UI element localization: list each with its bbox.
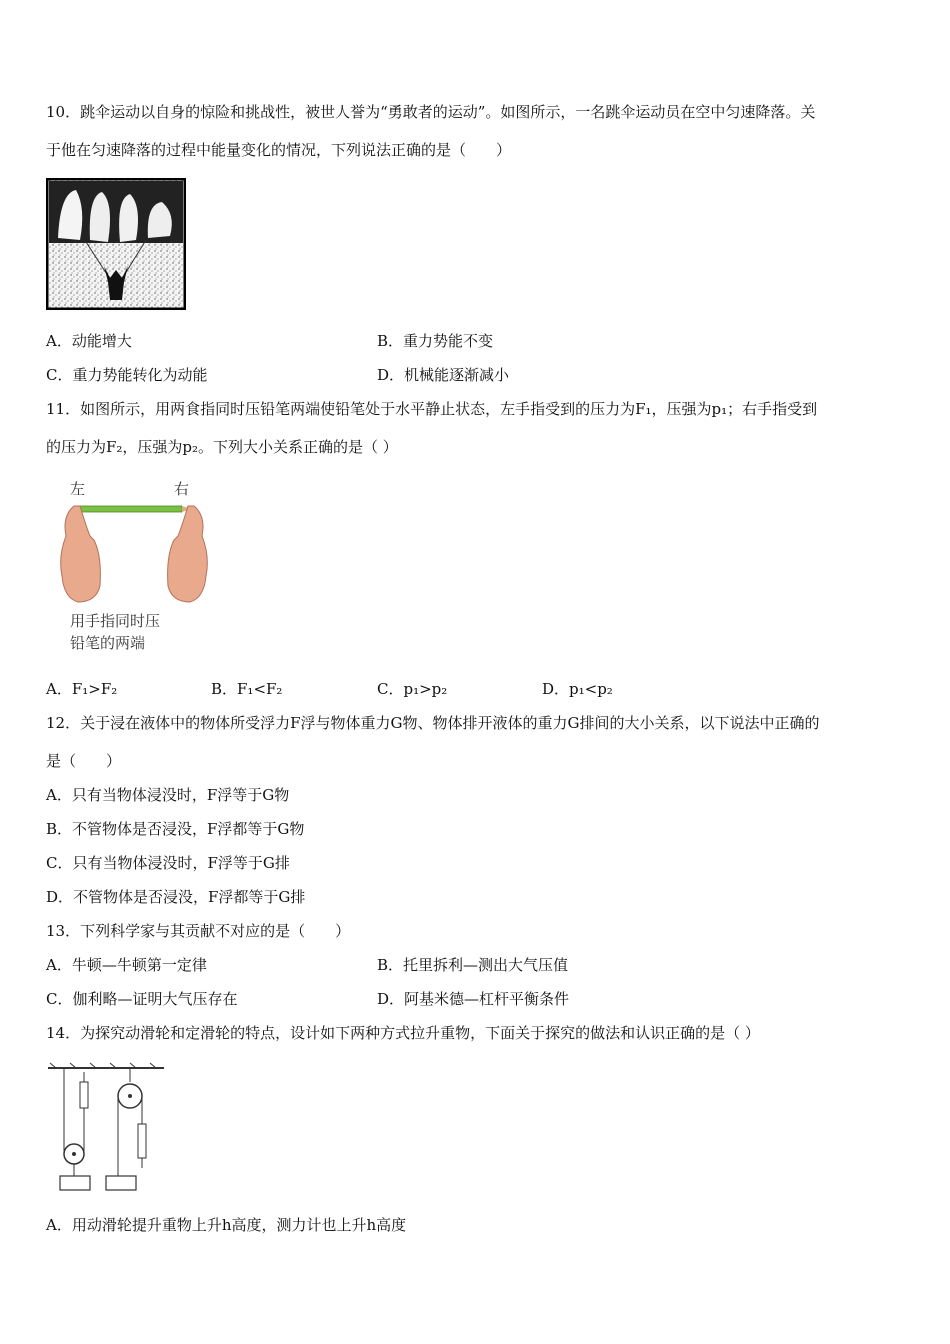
q10-option-c[interactable]: C．重力势能转化为动能 — [46, 366, 208, 384]
q13-option-b[interactable]: B．托里拆利—测出大气压值 — [377, 956, 569, 974]
q12-option-b[interactable]: B．不管物体是否浸没，F浮都等于G物 — [46, 820, 305, 838]
left-label: 左 — [70, 480, 86, 498]
q14-stem-line1: 14．为探究动滑轮和定滑轮的特点，设计如下两种方式拉升重物，下面关于探究的做法和认识正确的是（ ） — [46, 1024, 760, 1042]
pencil-fingers-figure — [56, 476, 216, 656]
q10-option-a[interactable]: A．动能增大 — [46, 332, 132, 350]
q12-stem-line1: 12．关于浸在液体中的物体所受浮力F浮与物体重力G物、物体排开液体的重力G排间的大小关系，以下说法中正确的 — [46, 714, 820, 732]
right-label: 右 — [174, 480, 190, 498]
right-hand-icon — [168, 506, 208, 602]
skydiver-figure — [46, 178, 186, 310]
spring-scale-icon — [80, 1082, 88, 1108]
left-hand-icon — [61, 506, 101, 602]
q13-option-a[interactable]: A．牛顿—牛顿第一定律 — [46, 956, 207, 974]
q12-option-d[interactable]: D．不管物体是否浸没，F浮都等于G排 — [46, 888, 306, 906]
weight-block-icon — [106, 1176, 136, 1190]
q11-stem-line1: 11．如图所示，用两食指同时压铅笔两端使铅笔处于水平静止状态，左手指受到的压力为F₁，压强为p₁；右手指受到 — [46, 400, 818, 418]
q11-option-a[interactable]: A．F₁>F₂ — [46, 680, 118, 698]
pencil-icon — [78, 506, 182, 512]
q10-option-b[interactable]: B．重力势能不变 — [377, 332, 494, 350]
q12-option-a[interactable]: A．只有当物体浸没时，F浮等于G物 — [46, 786, 290, 804]
q10-stem-line1: 10．跳伞运动以自身的惊险和挑战性，被世人誉为“勇敢者的运动”。如图所示，一名跳伞运动员在空中匀速降落。关 — [46, 103, 816, 121]
q12-stem-line2: 是（ ） — [46, 752, 122, 770]
pulley-figure — [46, 1062, 166, 1194]
q14-option-a[interactable]: A．用动滑轮提升重物上升h高度，测力计也上升h高度 — [46, 1216, 407, 1234]
q11-option-d[interactable]: D．p₁<p₂ — [542, 680, 613, 698]
q13-stem-line1: 13．下列科学家与其贡献不对应的是（ ） — [46, 922, 351, 940]
q11-stem-line2: 的压力为F₂，压强为p₂。下列大小关系正确的是（ ） — [46, 438, 398, 456]
q11-option-c[interactable]: C．p₁>p₂ — [377, 680, 448, 698]
q10-option-d[interactable]: D．机械能逐渐减小 — [377, 366, 510, 384]
q12-option-c[interactable]: C．只有当物体浸没时，F浮等于G排 — [46, 854, 290, 872]
q13-option-c[interactable]: C．伽利略—证明大气压存在 — [46, 990, 238, 1008]
q13-option-d[interactable]: D．阿基米德—杠杆平衡条件 — [377, 990, 570, 1008]
weight-block-icon — [60, 1176, 90, 1190]
figure-caption-line2: 铅笔的两端 — [70, 634, 146, 652]
q11-option-b[interactable]: B．F₁<F₂ — [211, 680, 283, 698]
spring-scale-icon — [138, 1124, 146, 1158]
q10-stem-line2: 于他在匀速降落的过程中能量变化的情况，下列说法正确的是（ ） — [46, 141, 512, 159]
figure-caption-line1: 用手指同时压 — [70, 612, 161, 630]
